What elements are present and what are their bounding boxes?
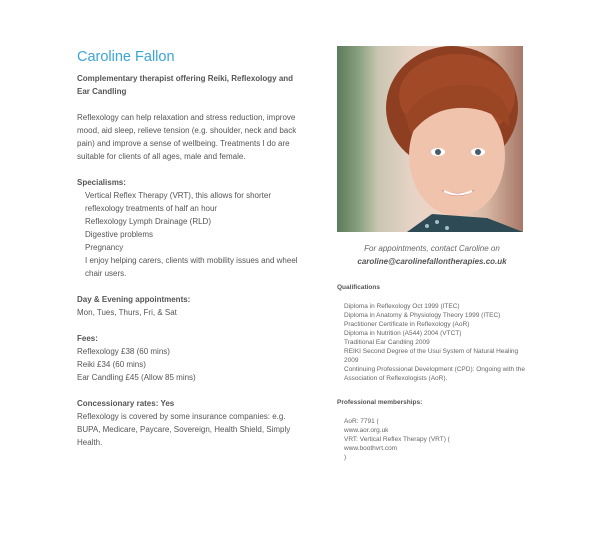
specialisms-list — [77, 189, 302, 280]
fee-item: Reflexology £38 (60 mins) — [77, 347, 170, 356]
specialism-item: Vertical Reflex Therapy (VRT), this allows for shorter reflexology treatments of half an hour — [85, 191, 271, 213]
right-column — [337, 46, 527, 462]
qualification-item: REIKI Second Degree of the Usui System of Natural Healing 2009 — [344, 348, 519, 364]
qualification-item: Continuing Professional Development (CPD): Ongoing with the Association of Reflexologists (AoR). — [344, 366, 526, 382]
qualification-item: Practitioner Certificate in Reflexology (AoR) — [344, 321, 470, 328]
therapist-subtitle: Complementary therapist offering Reiki, Reflexology and Ear Candling — [77, 74, 294, 96]
contact-line: For appointments, contact Caroline on — [364, 244, 500, 253]
profile-photo — [337, 46, 523, 232]
therapist-name: Caroline Fallon — [77, 49, 175, 65]
qualifications-heading: Qualifications — [337, 284, 380, 291]
qualification-item: Traditional Ear Candling 2009 — [344, 339, 430, 346]
concession-text: Reflexology is covered by some insurance companies: e.g. BUPA, Medicare, Paycare, Sovereign, Health Shield, Simply Health. — [77, 412, 291, 447]
fees-heading: Fees: — [77, 334, 98, 343]
appointments-heading: Day & Evening appointments: — [77, 295, 191, 304]
aor-link[interactable]: www.aor.org.uk — [344, 427, 389, 434]
specialisms-heading: Specialisms: — [77, 178, 126, 187]
appointment-days: Mon, Tues, Thurs, Fri, & Sat — [77, 308, 177, 317]
memberships-heading: Professional memberships: — [337, 399, 423, 406]
vrt-link[interactable]: www.boothvrt.com — [344, 445, 398, 452]
fee-item: Ear Candling £45 (Allow 85 mins) — [77, 373, 196, 382]
aor-membership: AoR: 7791 ( — [344, 418, 379, 425]
memberships-block — [344, 417, 527, 462]
qualification-item: Diploma in Reflexology Oct 1999 (ITEC) — [344, 303, 460, 310]
specialism-item: Pregnancy — [85, 243, 124, 252]
qualifications-list — [337, 302, 527, 383]
concession-heading: Concessionary rates: Yes — [77, 399, 175, 408]
specialism-item: I enjoy helping carers, clients with mobility issues and wheel chair users. — [85, 256, 298, 278]
specialism-item: Digestive problems — [85, 230, 154, 239]
intro-paragraph: Reflexology can help relaxation and stress reduction, improve mood, aid sleep, relieve tension (e.g. shoulder, neck and back pain) and improve a sense of wellbeing. Treatments I do are suitable for clients of all ages, male and female. — [77, 113, 297, 161]
specialism-item: Reflexology Lymph Drainage (RLD) — [85, 217, 211, 226]
contact-email[interactable]: caroline@carolinefallontherapies.co.uk — [357, 257, 507, 266]
qualification-item: Diploma in Anatomy & Physiology Theory 1999 (ITEC) — [344, 312, 501, 319]
fee-item: Reiki £34 (60 mins) — [77, 360, 146, 369]
vrt-membership: VRT: Vertical Reflex Therapy (VRT) ( — [344, 436, 450, 443]
vrt-closing: ) — [344, 454, 347, 461]
left-column — [77, 48, 302, 449]
qualification-item: Diploma in Nutrition (A544) 2004 (VTCT) — [344, 330, 462, 337]
